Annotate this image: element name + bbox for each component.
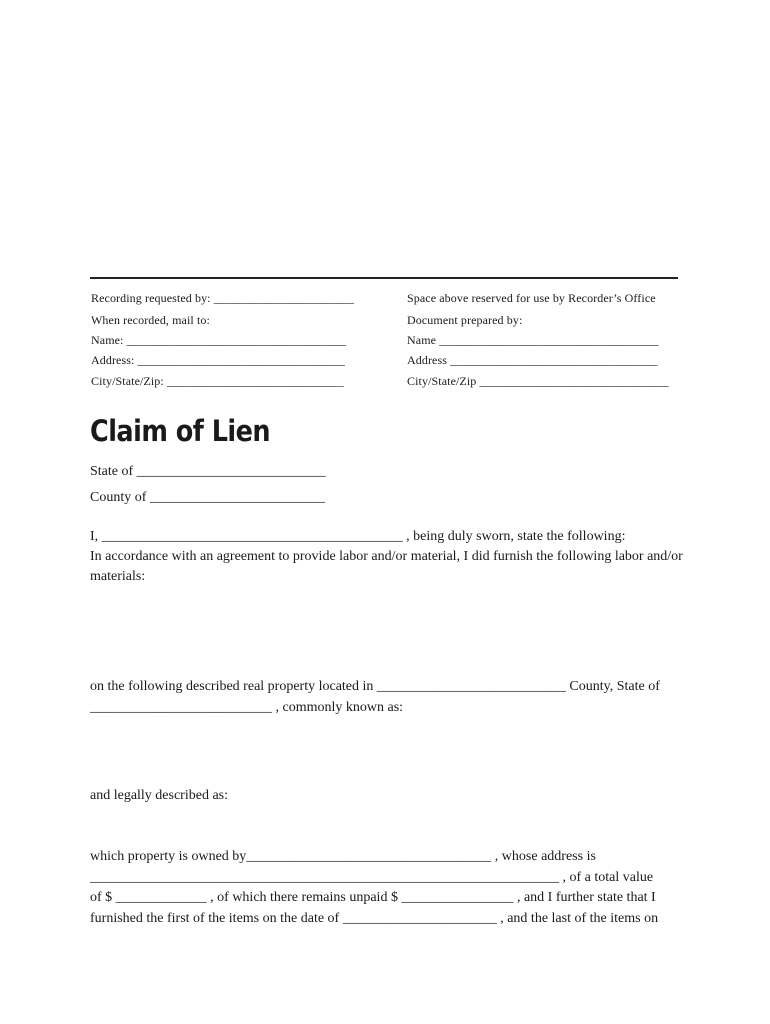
owner-address-line: ___________________________________________________________________ , of a total value [90,870,654,885]
recording-requested-by-field: Recording requested by: _______________________ [91,291,354,305]
agreement-statement-line: In accordance with an agreement to provide labor and/or material, I did furnish the following labor and/or [90,549,683,564]
property-known-as-line: __________________________ , commonly known as: [90,700,404,715]
furnished-dates-line: furnished the first of the items on the date of ______________________ , and the last of the items on [90,911,659,926]
mail-to-address-field: Address: __________________________________ [91,353,345,367]
preparer-name-field: Name ____________________________________ [407,333,659,347]
county-field: County of _________________________ [90,490,325,505]
property-location-line: on the following described real property located in ___________________________ County, State of [90,679,660,694]
state-field: State of ___________________________ [90,464,326,479]
agreement-statement-line: materials: [90,569,146,584]
sworn-statement-line: I, ___________________________________________ , being duly sworn, state the following: [90,529,626,544]
value-unpaid-line: of $ _____________ , of which there remains unpaid $ ________________ , and I further state that I [90,890,656,905]
preparer-address-field: Address __________________________________ [407,353,658,367]
recorder-space-divider [90,277,678,279]
mail-to-city-state-zip-field: City/State/Zip: _____________________________ [91,374,344,388]
mail-to-name-field: Name: ____________________________________ [91,333,347,347]
when-recorded-mail-to-label: When recorded, mail to: [91,313,210,327]
document-title: Claim of Lien [90,414,271,448]
property-owner-line: which property is owned by___________________________________ , whose address is [90,849,596,864]
recorder-office-note: Space above reserved for use by Recorder’s Office [407,291,656,305]
document-prepared-by-label: Document prepared by: [407,313,523,327]
legal-description-label: and legally described as: [90,788,229,803]
preparer-city-state-zip-field: City/State/Zip _______________________________ [407,374,669,388]
